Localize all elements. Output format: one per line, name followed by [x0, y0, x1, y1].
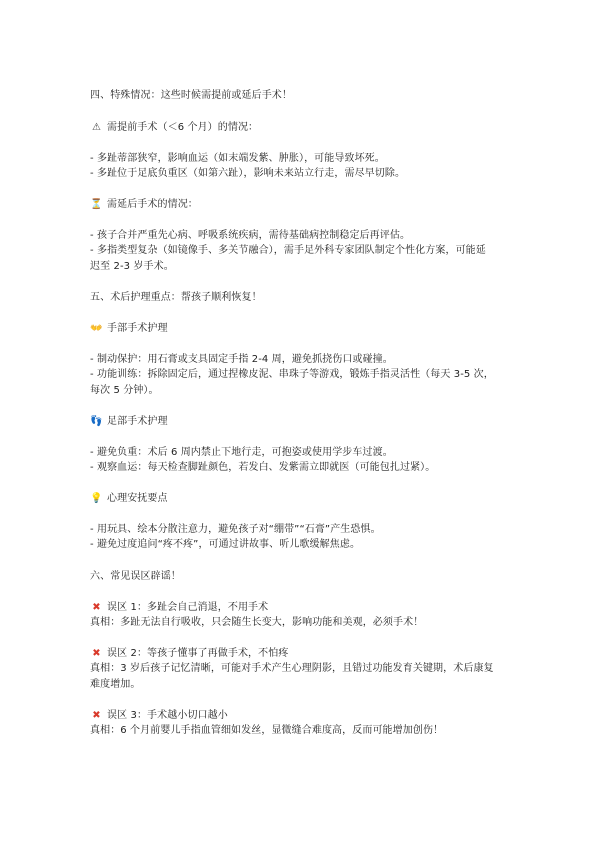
footprints-icon: 👣 [90, 416, 103, 427]
section-heading-special-cases: 四、特殊情况：这些时候需提前或延后手术！ [90, 90, 292, 101]
list-item: - 多趾蒂部狭窄，影响血运（如末端发紫、肿胀），可能导致坏死。 [90, 153, 385, 164]
list-item: 每次 5 分钟）。 [90, 385, 159, 396]
hands-icon: 👐 [90, 323, 103, 334]
warning-icon: ⚠ [91, 122, 102, 133]
list-item: - 避免负重：术后 6 周内禁止下地行走，可抱姿或使用学步车过渡。 [90, 447, 393, 458]
lightbulb-icon: 💡 [90, 493, 103, 504]
list-item: 迟至 2-3 岁手术。 [90, 261, 174, 272]
section-heading-myths: 六、常见误区辟谣！ [90, 571, 181, 582]
myth-truth: 真相：6 个月前婴儿手指血管细如发丝，显微缝合难度高，反而可能增加创伤！ [90, 725, 444, 736]
subheading-foot-care: 👣 足部手术护理 [90, 416, 168, 427]
list-item: - 多指类型复杂（如镜像手、多关节融合），需手足外科专家团队制定个性化方案，可能延 [90, 245, 486, 256]
subheading-mental-care: 💡 心理安抚要点 [90, 493, 168, 504]
cross-mark-icon: ✖ [92, 648, 101, 659]
cross-mark-icon: ✖ [92, 710, 101, 721]
subheading-late-surgery: ⏳ 需延后手术的情况： [90, 199, 198, 210]
myth-truth: 真相：3 岁后孩子记忆清晰，可能对手术产生心理阴影，且错过功能发育关键期，术后康复 [90, 663, 494, 674]
myth-title: ✖ 误区 3：手术越小切口越小 [90, 709, 228, 723]
myth-truth: 难度增加。 [90, 679, 141, 690]
list-item: - 功能训练：拆除固定后，通过捏橡皮泥、串珠子等游戏，锻炼手指灵活性（每天 3-5 次， [90, 369, 494, 380]
cross-mark-icon: ✖ [92, 602, 101, 613]
list-item: - 观察血运：每天检查脚趾颜色，若发白、发紫需立即就医（可能包扎过紧）。 [90, 462, 436, 473]
list-item: - 孩子合并严重先心病、呼吸系统疾病，需待基础病控制稳定后再评估。 [90, 230, 411, 241]
list-item: - 多趾位于足底负重区（如第六趾），影响未来站立行走，需尽早切除。 [90, 168, 406, 179]
myth-title: ✖ 误区 1：多趾会自己消退，不用手术 [90, 601, 268, 615]
subheading-hand-care: 👐 手部手术护理 [90, 323, 168, 334]
myth-truth: 真相：多趾无法自行吸收，只会随生长变大，影响功能和美观，必须手术！ [90, 617, 424, 628]
myth-title: ✖ 误区 2：等孩子懂事了再做手术，不怕疼 [90, 647, 288, 661]
subheading-early-surgery: ⚠ 需提前手术（＜6 个月）的情况： [91, 122, 259, 133]
list-item: - 避免过度追问“疼不疼”，可通过讲故事、听儿歌缓解焦虑。 [90, 539, 361, 550]
section-heading-postop-care: 五、术后护理重点：帮孩子顺利恢复！ [90, 292, 262, 303]
list-item: - 用玩具、绘本分散注意力，避免孩子对“绷带”“石膏”产生恐惧。 [90, 524, 381, 535]
list-item: - 制动保护：用石膏或支具固定手指 2-4 周，避免抓挠伤口或碰撞。 [90, 354, 393, 365]
hourglass-icon: ⏳ [90, 199, 103, 210]
